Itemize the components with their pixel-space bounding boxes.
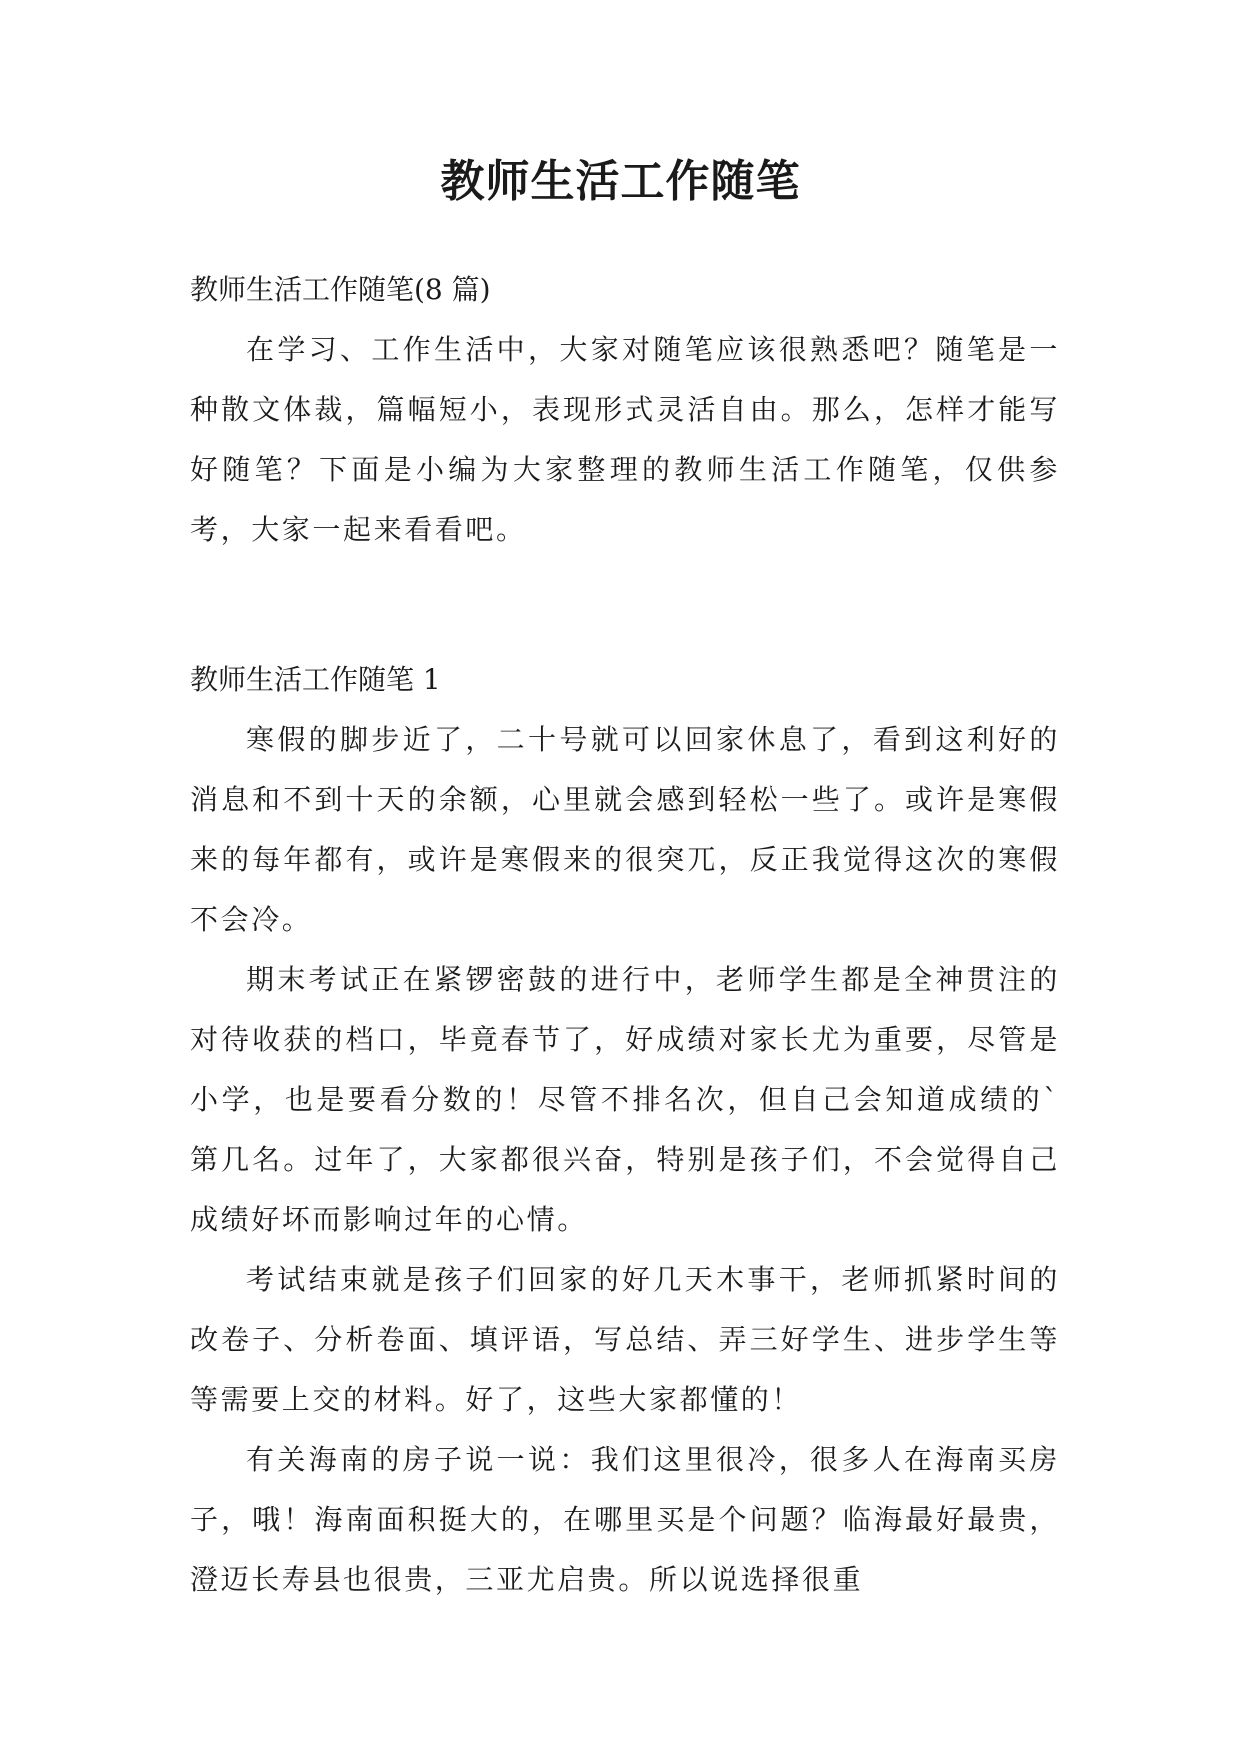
body-paragraph: 考试结束就是孩子们回家的好几天木事干，老师抓紧时间的改卷子、分析卷面、填评语，写总结、弄三好学生、进步学生等等需要上交的材料。好了，这些大家都懂的！ [190,1263,1060,1416]
body-paragraph: 期末考试正在紧锣密鼓的进行中，老师学生都是全神贯注的对待收获的档口，毕竟春节了，好成绩对家长尤为重要，尽管是小学，也是要看分数的！尽管不排名次，但自己会知道成绩的`第几名。过年了，大家都很兴奋，特别是孩子们，不会觉得自己成绩好坏而影响过年的心情。 [190,963,1060,1236]
body-paragraph: 寒假的脚步近了，二十号就可以回家休息了，看到这利好的消息和不到十天的余额，心里就会感到轻松一些了。或许是寒假来的每年都有，或许是寒假来的很突兀，反正我觉得这次的寒假不会冷。 [190,723,1060,936]
body-paragraph: 有关海南的房子说一说：我们这里很冷，很多人在海南买房子，哦！海南面积挺大的，在哪里买是个问题？临海最好最贵，澄迈长寿县也很贵，三亚尤启贵。所以说选择很重 [190,1443,1060,1596]
section-heading: 教师生活工作随笔 1 [190,663,441,696]
document-title: 教师生活工作随笔 [440,156,801,207]
collection-heading: 教师生活工作随笔(8 篇) [190,273,491,306]
section-spacer [190,560,1060,650]
intro-paragraph: 在学习、工作生活中，大家对随笔应该很熟悉吧？随笔是一种散文体裁，篇幅短小，表现形式灵活自由。那么，怎样才能写好随笔？下面是小编为大家整理的教师生活工作随笔，仅供参考，大家一起来看看吧。 [190,333,1060,546]
document-body [190,260,1060,1610]
